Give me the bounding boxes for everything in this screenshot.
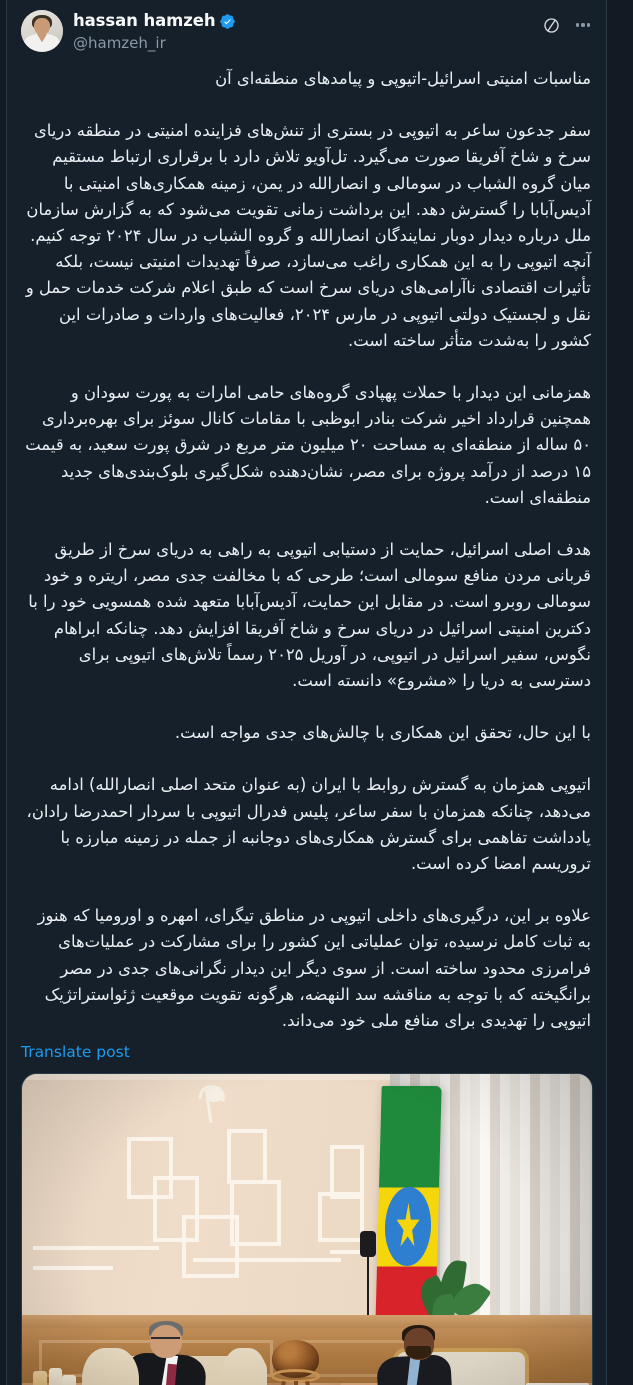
verified-badge-icon	[219, 13, 236, 30]
more-dot	[576, 23, 579, 26]
post-card[interactable]	[7, 0, 607, 1385]
avatar[interactable]	[21, 10, 63, 52]
photo-globe-stand	[270, 1340, 321, 1385]
more-dot	[581, 23, 584, 26]
author-handle: @hamzeh_ir	[73, 34, 166, 52]
photo-bottle	[49, 1368, 63, 1385]
post-media[interactable]	[21, 1073, 593, 1385]
post-paragraph-6: علاوه بر این، درگیری‌های داخلی اتیوپی در مناطق تیگرای، امهره و اورومیا که هنوز به ثبات کامل نرسیده، توان عملیاتی این کشور را برای مشارکت در عملیات‌های فرامرزی محدود ساخته است. از سوی دیگر این دیدار نگرانی‌های جدی در مصر برانگیخته که با توجه به مناقشه سد النهضه، هرگونه تقویت موقعیت ژئواستراتژیک اتیوپی را تهدیدی برای منافع ملی خود می‌داند.	[37, 906, 591, 1031]
paragraph-spacer	[21, 354, 591, 380]
more-dot	[587, 23, 590, 26]
post-paragraph-4: با این حال، تحقق این همکاری با چالش‌های جدی مواجه است.	[174, 723, 591, 743]
post-header	[21, 10, 593, 58]
photo-globe-leg	[294, 1381, 298, 1385]
post-paragraph-3: هدف اصلی اسرائیل، حمایت از دستیابی اتیوپی به راهی به دریای سرخ از طریق قربانی مردن منافع سومالی است؛ طرحی که با مخالفت جدی مصر، اریتره و خود سومالی روبرو است. در مقابل این حمایت، آدیس‌آبابا متعهد شده همسویی خود را با دکترین امنیتی اسرائیل در دریای سرخ و شاخ آفریقا افزایش دهد. چنانکه ابراهام نگوس، سفیر اسرائیل در اتیوپی، در آوریل ۲۰۲۵ رسماً تلاش‌های اتیوپی برای دسترسی به دریا را «مشروع» دانسته است.	[28, 540, 591, 691]
post-body	[21, 66, 593, 1034]
photo-bottles	[33, 1368, 73, 1385]
post-title-line: مناسبات امنیتی اسرائیل-اتیوپی و پیامدهای منطقه‌ای آن	[215, 69, 591, 88]
post-paragraph-1: سفر جدعون ساعر به اتیوپی در بستری از تنش‌های فزاینده امنیتی در منطقه دریای سرخ و شاخ آفریقا صورت می‌گیرد. تل‌آویو تلاش دارد با برقراری ارتباط مستقیم میان گروه الشباب در سومالی و انصارالله در یمن، زمینه همکاری‌های امنیتی با آدیس‌آبابا را گسترش دهد. این برداشت زمانی تقویت می‌شود که به گزارش سازمان ملل درباره دیدار دوبار نمایندگان انصارالله و گروه الشباب در سال ۲۰۲۴ توجه کنیم. آنچه اتیوپی را به این همکاری راغب می‌سازد، صرفاً تهدیدات امنیتی نیست، بلکه تأثیرات اقتصادی ناآرامی‌های دریای سرخ است که طبق اعلام شرکت خدمات حمل و نقل و لجستیک دولتی اتیوپی در مارس ۲۰۲۴، فعالیت‌های واردات و صادرات این کشور را به‌شدت متأثر ساخته است.	[25, 121, 591, 350]
photo-globe-leg	[305, 1381, 317, 1385]
photo-wall-sconce	[205, 1087, 226, 1123]
paragraph-spacer	[21, 92, 591, 118]
photo-armchair-left-arm	[222, 1348, 268, 1385]
post-paragraph-2: همزمانی این دیدار با حملات پهپادی گروه‌های حامی امارات به پورت سودان و همچنین قرارداد اخیر شرکت بنادر ابوظبی با مقامات کانال سوئز برای بهره‌برداری ۵۰ ساله از منطقه‌ای به مساحت ۲۰ میلیون متر مربع در شرق پورت سعید، به قیمت ۱۵ درصد از درآمد پروژه برای مصر، نشان‌دهنده شکل‌گیری بلوک‌بندی‌های جدید منطقه‌ای است.	[25, 383, 591, 507]
author-display-name: hassan hamzeh	[73, 11, 216, 30]
photo-wall-moulding	[33, 1246, 158, 1250]
page-gutter-right	[607, 0, 633, 1385]
post-photo	[22, 1074, 592, 1385]
post-header-actions	[542, 10, 593, 35]
post-paragraph-5: اتیوپی همزمان به گسترش روابط با ایران (به عنوان متحد اصلی انصارالله) ادامه می‌دهد، چنانکه همزمان با سفر ساعر، پلیس فدرال اتیوپی با سردار احمدرضا رادان، یادداشت تفاهمی برای گسترش همکاری‌های دوجانبه از جمله در زمینه مبارزه با تروریسم امضا کرده است.	[26, 775, 591, 874]
more-options-icon[interactable]	[573, 15, 593, 35]
paragraph-spacer	[21, 511, 591, 537]
photo-person-left-glasses	[151, 1337, 181, 1342]
photo-microphone	[360, 1231, 376, 1257]
photo-bottle	[33, 1371, 47, 1385]
paragraph-spacer	[21, 694, 591, 720]
photo-wall-fretwork	[318, 1192, 364, 1243]
photo-wall-fretwork	[230, 1180, 281, 1246]
photo-wall-moulding	[193, 1258, 341, 1262]
photo-globe-legs	[278, 1381, 313, 1385]
photo-wall-moulding	[33, 1266, 113, 1270]
photo-wall-fretwork	[227, 1129, 267, 1184]
display-name-row[interactable]	[73, 11, 236, 31]
paragraph-spacer	[21, 877, 591, 903]
paragraph-spacer	[21, 746, 591, 772]
translate-post-link[interactable]: Translate post	[21, 1043, 130, 1062]
photo-globe-leg	[274, 1381, 286, 1385]
author-name-block	[73, 10, 236, 53]
photo-bottle	[62, 1375, 76, 1385]
grok-icon[interactable]	[542, 16, 561, 35]
